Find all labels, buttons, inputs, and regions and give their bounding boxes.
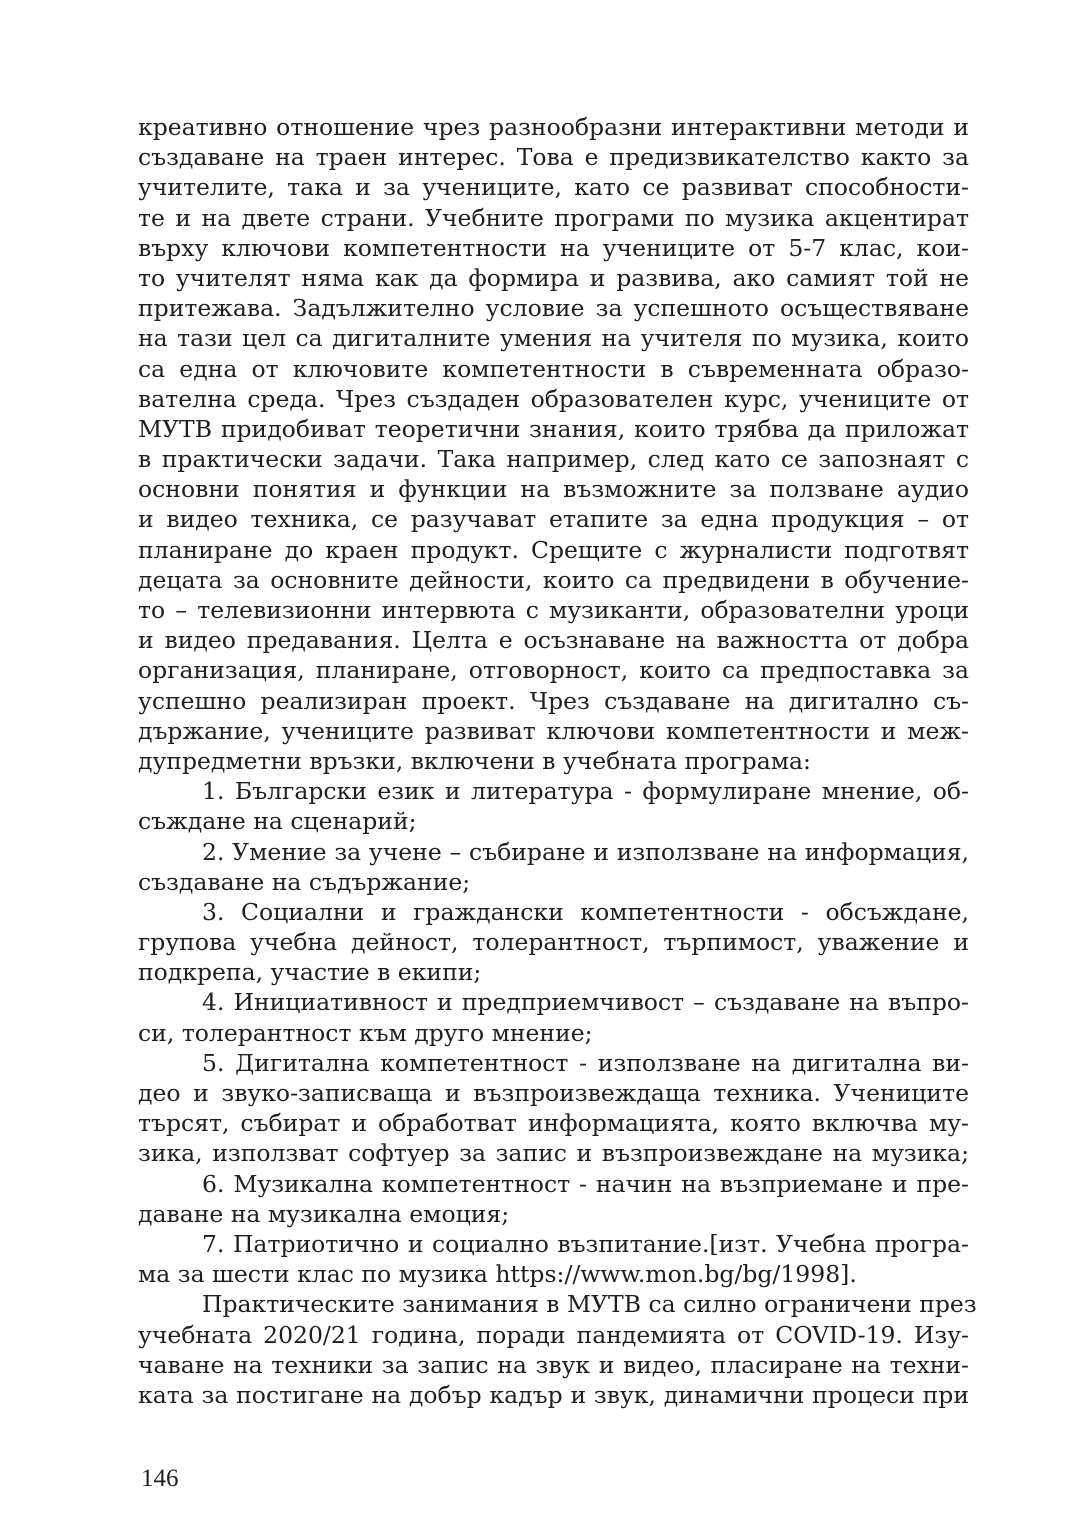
paragraph-line: чаване на техники за запис на звук и видео, пласиране на техни- (138, 1350, 969, 1379)
list-item-line: зика, използват софтуер за запис и възпроизвеждане на музика; (138, 1139, 969, 1168)
list-item-line: 6. Музикална компетентност - начин на възприемане и пре- (202, 1169, 969, 1198)
list-item-line: 7. Патриотично и социално възпитание.[изт. Учебна програ- (202, 1229, 969, 1258)
list-item-line: 5. Дигитална компетентност - използване на дигитална ви- (202, 1048, 969, 1077)
text-line: те и на двете страни. Учебните програми по музика акцентират (138, 203, 969, 232)
list-item-line: ма за шести клас по музика https://www.mon.bg/bg/1998]. (138, 1260, 857, 1289)
text-line: креативно отношение чрез разнообразни интерактивни методи и (138, 113, 969, 141)
list-item-line: подкрепа, участие в екипи; (138, 958, 482, 987)
text-line: държание, учениците развиват ключови компетентности и меж- (138, 716, 969, 745)
text-line: и видео техника, се разучават етапите за една продукция – от (138, 505, 969, 534)
list-item-line: 1. Български език и литература - формулиране мнение, об- (202, 777, 969, 806)
text-line: създаване на траен интерес. Това е предизвикателство както за (138, 143, 969, 172)
paragraph-line: Практическите занимания в МУТВ са силно ограничени през (202, 1290, 977, 1319)
body-text (138, 112, 977, 1410)
list-item-line: търсят, събират и обработват информацията, която включва му- (138, 1109, 969, 1138)
paragraph-line: ката за постигане на добър кадър и звук, динамични процеси при (138, 1380, 969, 1409)
text-line: успешно реализиран проект. Чрез създаване на дигитално съ- (138, 686, 969, 715)
text-line: върху ключови компетентности на учениците от 5-7 клас, кои- (138, 233, 969, 262)
list-item-line: си, толерантност към друго мнение; (138, 1018, 593, 1047)
text-line: планиране до краен продукт. Срещите с журналисти подготвят (138, 535, 969, 564)
text-line: децата за основните дейности, които са предвидени в обучение- (138, 565, 969, 594)
text-line: организация, планиране, отговорност, които са предпоставка за (138, 656, 969, 685)
text-line: и видео предавания. Целта е осъзнаване на важността от добра (138, 626, 969, 655)
text-line: то учителят няма как да формира и развива, ако самият той не (138, 263, 969, 292)
list-item-line: съждане на сценарий; (138, 807, 417, 836)
list-item-line: създаване на съдържание; (138, 867, 471, 896)
list-item-line: групова учебна дейност, толерантност, търпимост, уважение и (138, 928, 969, 957)
text-line: основни понятия и функции на възможните за ползване аудио (138, 475, 969, 504)
text-line: то – телевизионни интервюта с музиканти, образователни уроци (138, 596, 969, 624)
text-line: са една от ключовите компетентности в съвременната образо- (138, 354, 969, 383)
list-item-line: даване на музикална емоция; (138, 1199, 510, 1228)
text-line: на тази цел са дигиталните умения на учителя по музика, които (138, 324, 969, 353)
text-line: учителите, така и за учениците, като се развиват способности- (138, 173, 969, 202)
text-line: дупредметни връзки, включени в учебната програма: (138, 746, 811, 775)
list-item-line: 3. Социални и граждански компетентности - обсъждане, (202, 897, 969, 926)
text-line: вателна среда. Чрез създаден образователен курс, учениците от (138, 384, 969, 413)
list-item-line: 4. Инициативност и предприемчивост – създаване на въпро- (202, 988, 969, 1017)
paragraph-line: учебната 2020/21 година, поради пандемията от COVID-19. Изу- (138, 1320, 969, 1349)
text-line: притежава. Задължително условие за успешното осъществяване (138, 294, 969, 323)
text-line: МУТВ придобиват теоретични знания, които трябва да приложат (138, 414, 969, 443)
list-item-line: део и звуко-записваща и възпроизвеждаща техника. Учениците (138, 1079, 969, 1107)
page-number: 146 (141, 1465, 179, 1492)
list-item-line: 2. Умение за учене – събиране и използване на информация, (202, 837, 969, 866)
text-line: в практически задачи. Така например, след като се запознаят с (138, 445, 969, 474)
